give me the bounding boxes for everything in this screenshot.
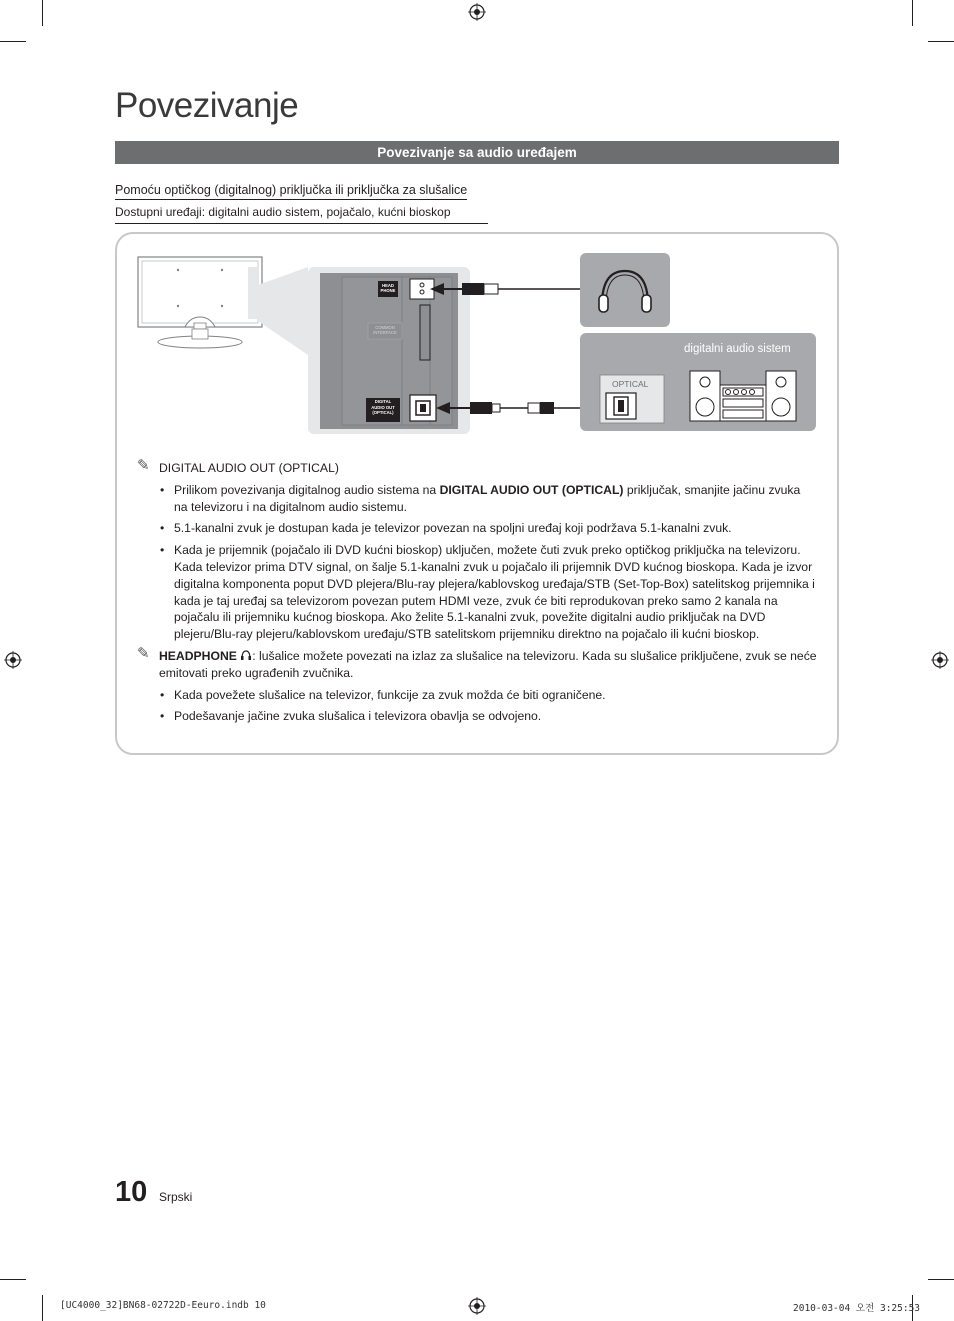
label-line: PHONE: [380, 288, 396, 293]
crop-mark: [42, 1295, 43, 1321]
file-info: [UC4000_32]BN68-02722D-Eeuro.indb 10: [60, 1300, 266, 1311]
label-line: COMMON: [375, 325, 395, 330]
crop-mark: [0, 41, 26, 42]
label-line: HEAD: [382, 283, 394, 288]
port-label-digital-audio-out: [366, 399, 400, 416]
crop-mark: [912, 0, 913, 26]
list-item: • Kada je prijemnik (pojačalo ili DVD kućni bioskop) uključen, možete čuti zvuk preko optičkog priključka na televizoru. Kada televizor prima DTV signal, on šalje 5.1-kanalni zvuk u pojačalo ili prijemnik DVD kućnog bioskopa. Kada je izvor digitalna komponenta poput DVD plejera/Blu-ray plejera/kablovskog uređaja/STB (Set-Top-Box) satelitskog prijemnika i kada je taj uređaj sa televizorom povezan putem HDMI veze, zvuk će biti reprodukovan preko samo 2 kanala na pojačalu ili prijemniku kućnog bioskopa. Ako želite 5.1-kanalni zvuk, povežite digitalni audio priključak na DVD plejeru/Blu-ray plejeru/kablovskom uređaju/STB satelitskom prijemniku direktno na pojačalo ili kućni bioskop.: [137, 542, 817, 643]
crop-mark: [0, 1279, 26, 1280]
language-label: Srpski: [159, 1190, 193, 1204]
list-item: • Kada povežete slušalice na televizor, funkcije za zvuk možda će biti ograničene.: [137, 687, 817, 704]
list-item: • Podešavanje jačine zvuka slušalica i televizora obavlja se odvojeno.: [137, 708, 817, 725]
available-devices: Dostupni uređaji: digitalni audio sistem, pojačalo, kućni bioskop: [115, 205, 451, 219]
page-number: 10: [115, 1176, 148, 1208]
label-line: AUDIO OUT: [371, 404, 395, 410]
divider: [115, 223, 488, 224]
audio-system-label: digitalni audio sistem: [684, 343, 791, 355]
subheading: Pomoću optičkog (digitalnog) priključka ili priključka za slušalice: [115, 183, 467, 200]
timestamp: 2010-03-04 오전 3:25:53: [793, 1303, 921, 1314]
text: : lušalice možete povezati na izlaz za slušalice na televizoru. Kada su slušalice priključene, zvuk se neće emitovati preko ugrađenih zvučnika.: [159, 648, 817, 680]
registration-mark-icon: [468, 3, 486, 21]
list-item: [137, 482, 817, 516]
registration-mark-icon: [468, 1297, 486, 1315]
note-pencil-icon: ✎: [137, 457, 150, 474]
note-title: DIGITAL AUDIO OUT (OPTICAL): [159, 461, 339, 475]
notes-section: [137, 457, 817, 730]
port-label-common-interface: [368, 325, 402, 335]
text: priključak, smanjite jačinu zvuka na televizoru i na digitalnom audio sistemu.: [174, 482, 801, 514]
text: Prilikom povezivanja digitalnog audio sistema na: [174, 482, 440, 497]
crop-mark: [928, 1279, 954, 1280]
registration-mark-icon: [931, 651, 949, 669]
registration-mark-icon: [4, 651, 22, 669]
note-title: HEADPHONE: [159, 648, 237, 663]
label-line: (OPTICAL): [372, 410, 394, 415]
text-bold: DIGITAL AUDIO OUT (OPTICAL): [439, 482, 624, 497]
crop-mark: [42, 0, 43, 26]
crop-mark: [928, 41, 954, 42]
optical-label: OPTICAL: [612, 379, 649, 389]
note-headphone: [137, 644, 817, 682]
headphone-icon: [240, 650, 252, 661]
note-pencil-icon: ✎: [137, 644, 150, 662]
port-label-headphone: [378, 283, 398, 293]
list-item: • 5.1-kanalni zvuk je dostupan kada je televizor povezan na spoljni uređaj koji podržava 5.1-kanalni zvuk.: [137, 520, 817, 537]
note-digital-audio: [137, 457, 817, 477]
label-line: INTERFACE: [373, 330, 397, 335]
tv-back-illustration: [138, 257, 262, 348]
page-title: Povezivanje: [115, 86, 299, 125]
section-bar: Povezivanje sa audio uređajem: [115, 141, 839, 164]
label-line: DIGITAL: [374, 399, 392, 404]
